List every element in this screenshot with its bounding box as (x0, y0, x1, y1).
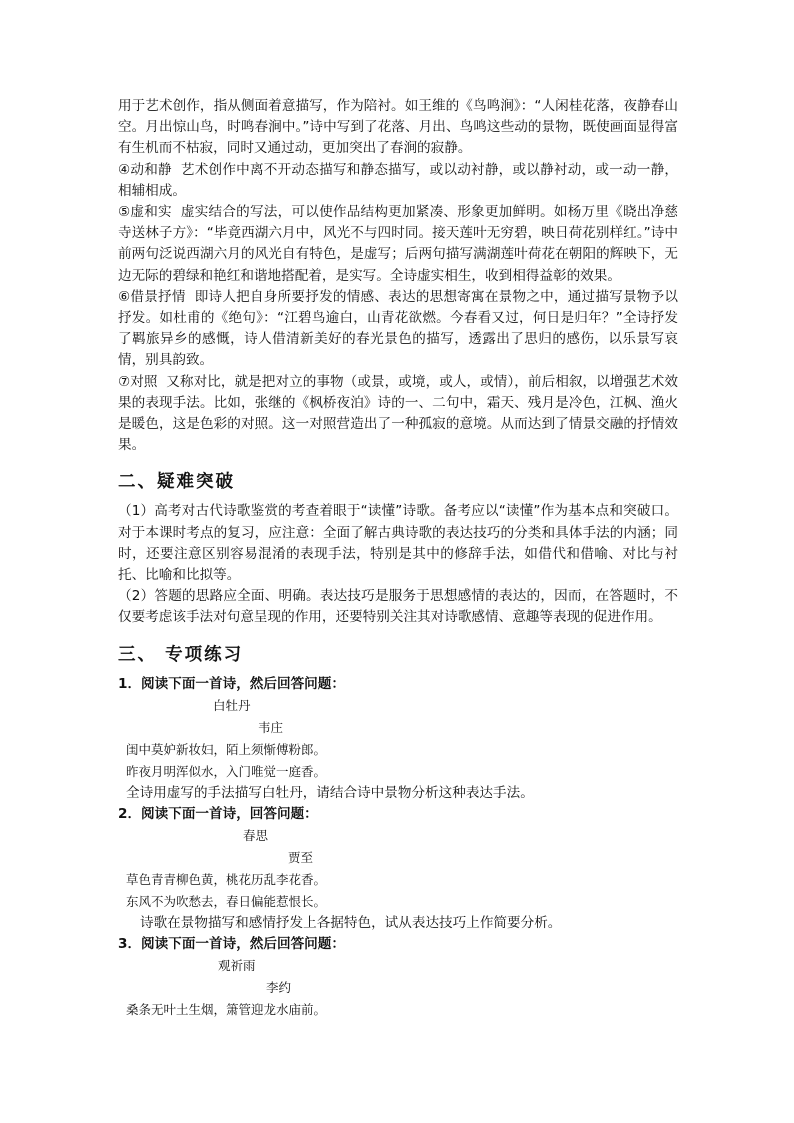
intro-paragraph: 用于艺术创作，指从侧面着意描写，作为陪衬。如王维的《鸟鸣涧》：“人闲桂花落，夜静春山空。月出惊山鸟，时鸣春涧中。”诗中写到了花落、月出、鸟鸣这些动的景物，既使画面显得富有生机而不枯寂，同时又通过动，更加突出了春涧的寂静。 (118, 98, 678, 157)
question-1-prompt: 1．阅读下面一首诗，然后回答问题： (118, 675, 345, 692)
technique-dynamic-static: ④动和静 艺术创作中离不开动态描写和静态描写，或以动衬静，或以静衬动，或一动一静，相辅相成。 (118, 161, 678, 199)
poem-2-line-2: 东风不为吹愁去，春日偏能惹恨长。 (126, 893, 327, 909)
technique-contrast: ⑦对照 又称对比，就是把对立的事物（或景，或境，或人，或情），前后相叙，以增强艺术效果的表现手法。比如，张继的《枫桥夜泊》诗的一、二句中，霜天、残月是冷色，江枫、渔火是暖色，这是色彩的对照。这一对照营造出了一种孤寂的意境。从而达到了情景交融的抒情效果。 (118, 373, 678, 454)
poem-2-author: 贾至 (288, 849, 314, 865)
question-3-prompt: 3．阅读下面一首诗，然后回答问题： (118, 935, 345, 952)
poem-3-title: 观祈雨 (218, 957, 256, 973)
question-1-text: 全诗用虚写的手法描写白牡丹，请结合诗中景物分析这种表达手法。 (126, 784, 534, 801)
poem-1-line-1: 闺中莫妒新妆妇，陌上须惭傅粉郎。 (126, 741, 327, 757)
question-2-prompt: 2．阅读下面一首诗，回答问题： (118, 805, 318, 822)
difficulty-paragraph-2: （2）答题的思路应全面、明确。表达技巧是服务于思想感情的表达的，因而，在答题时，不仅要考虑该手法对句意呈现的作用，还要特别关注其对诗歌感情、意趣等表现的促进作用。 (118, 588, 678, 626)
section-heading-difficulties: 二、疑难突破 (118, 472, 235, 493)
poem-1-author: 韦庄 (258, 719, 284, 735)
poem-2-title: 春思 (243, 827, 269, 843)
section-heading-practice: 三、 专项练习 (118, 644, 244, 665)
technique-scene-emotion: ⑥借景抒情 即诗人把自身所要抒发的情感、表达的思想寄寓在景物之中，通过描写景物予以抒发。如杜甫的《绝句》：“江碧鸟逾白，山青花欲燃。今春看又过，何日是归年？”全诗抒发了羁旅异乡的感慨，诗人借清新美好的春光景色的描写，透露出了思归的感伤，以乐景写哀情，别具韵致。 (118, 288, 678, 369)
poem-2-line-1: 草色青青柳色黄，桃花历乱李花香。 (126, 871, 327, 887)
document-page (118, 96, 678, 1021)
poem-1-line-2: 昨夜月明浑似水，入门唯觉一庭香。 (126, 763, 327, 779)
poem-3-line-1: 桑条无叶土生烟，箫管迎龙水庙前。 (126, 1001, 327, 1017)
technique-virtual-real: ⑤虚和实 虚实结合的写法，可以使作品结构更加紧凑、形象更加鲜明。如杨万里《晓出净慈寺送林子方》：“毕竟西湖六月中，风光不与四时同。接天莲叶无穷碧，映日荷花别样红。”诗中前两句泛说西湖六月的风光自有特色，是虚写；后两句描写满湖莲叶荷花在朝阳的辉映下，无边无际的碧绿和艳红和谐地搭配着，是实写。全诗虚实相生，收到相得益彰的效果。 (118, 204, 678, 284)
poem-3-author: 李约 (266, 979, 292, 995)
poem-1-title: 白牡丹 (213, 697, 251, 713)
question-2-text: 诗歌在景物描写和感情抒发上各据特色，试从表达技巧上作简要分析。 (140, 914, 562, 931)
difficulty-paragraph-1: （1）高考对古代诗歌鉴赏的考查着眼于“读懂”诗歌。备考应以“读懂”作为基本点和突破口。对于本课时考点的复习，应注意：全面了解古典诗歌的表达技巧的分类和具体手法的内涵；同时，还要注意区别容易混淆的表现手法，特别是其中的修辞手法，如借代和借喻、对比与衬托、比喻和比拟等。 (118, 503, 678, 584)
